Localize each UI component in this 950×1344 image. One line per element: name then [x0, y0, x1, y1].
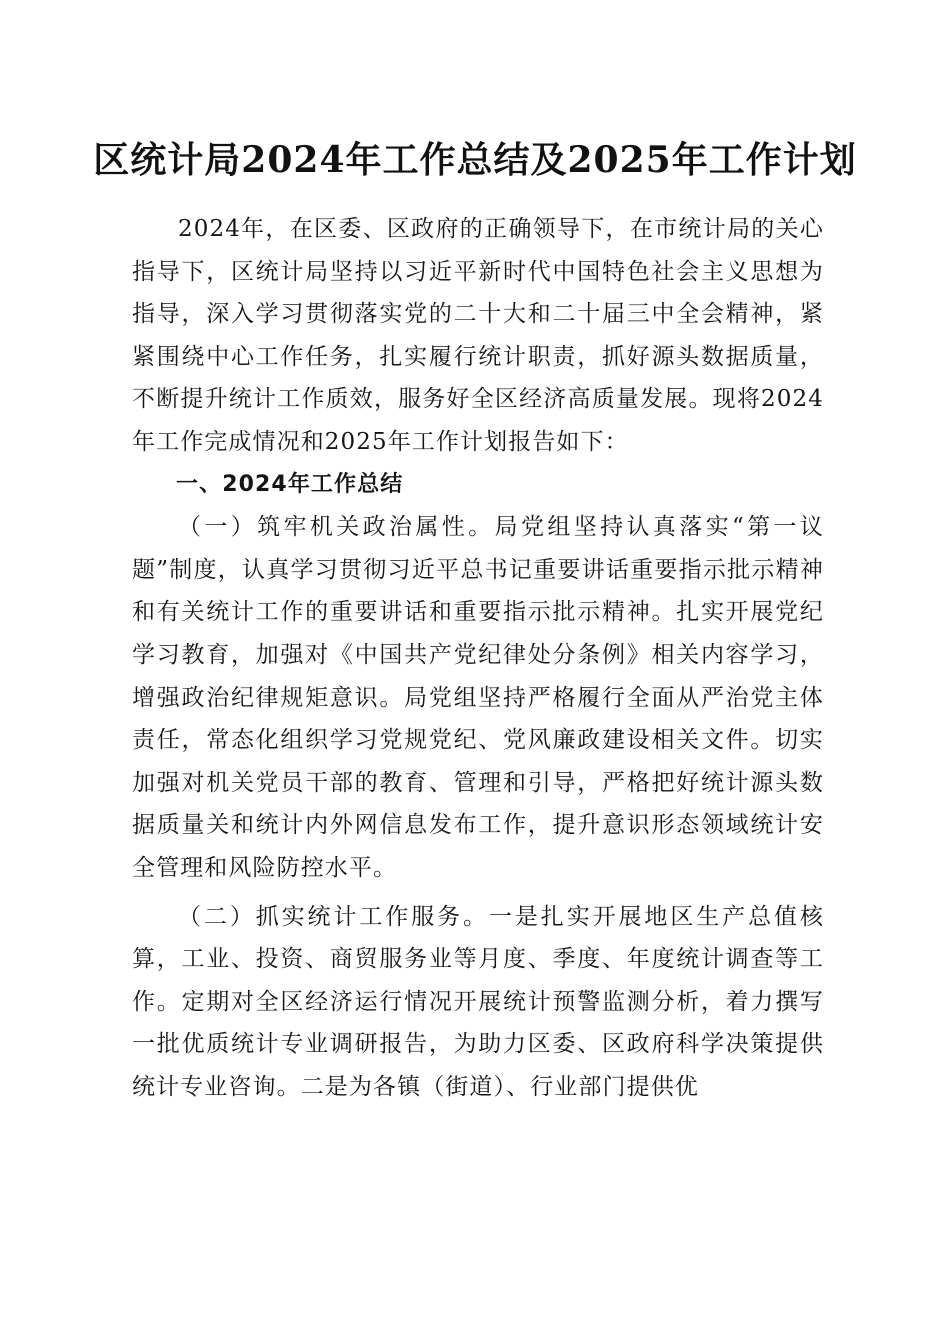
item-1-paragraph: [132, 506, 824, 889]
document-title: 区统计局2024年工作总结及2025年工作计划: [93, 139, 857, 181]
item-1-text: 局党组坚持认真落实“第一议题”制度，认真学习贯彻习近平总书记重要讲话重要指示批示精神和有关统计工作的重要讲话和重要指示批示精神。扎实开展党纪学习教育，加强对《中国共产党纪律处分条例》相关内容学习，增强政治纪律规矩意识。局党组坚持严格履行全面从严治党主体责任，常态化组织学习党规党纪、党风廉政建设相关文件。切实加强对机关党员干部的教育、管理和引导，严格把好统计源头数据质量关和统计内外网信息发布工作，提升意识形态领域统计安全管理和风险防控水平。: [132, 514, 825, 881]
item-2-text: 一是扎实开展地区生产总值核算，工业、投资、商贸服务业等月度、季度、年度统计调查等工作。定期对全区经济运行情况开展统计预警监测分析，着力撰写一批优质统计专业调研报告，为助力区委、区政府科学决策提供统计专业咨询。二是为各镇（街道）、行业部门提供优: [132, 903, 824, 1100]
section-heading-2024-summary: 一、2024年工作总结: [176, 471, 404, 497]
item-2-paragraph: [132, 896, 824, 1109]
item-1-lead: （一）筑牢机关政治属性。: [178, 514, 495, 541]
intro-paragraph: 2024年，在区委、区政府的正确领导下，在市统计局的关心指导下，区统计局坚持以习近平新时代中国特色社会主义思想为指导，深入学习贯彻落实党的二十大和二十届三中全会精神，紧紧围绕中心工作任务，扎实履行统计职责，抓好源头数据质量，不断提升统计工作质效，服务好全区经济高质量发展。现将2024年工作完成情况和2025年工作计划报告如下：: [132, 216, 824, 455]
item-2-lead: （二）抓实统计工作服务。: [178, 903, 489, 930]
document-body: [132, 208, 824, 1108]
